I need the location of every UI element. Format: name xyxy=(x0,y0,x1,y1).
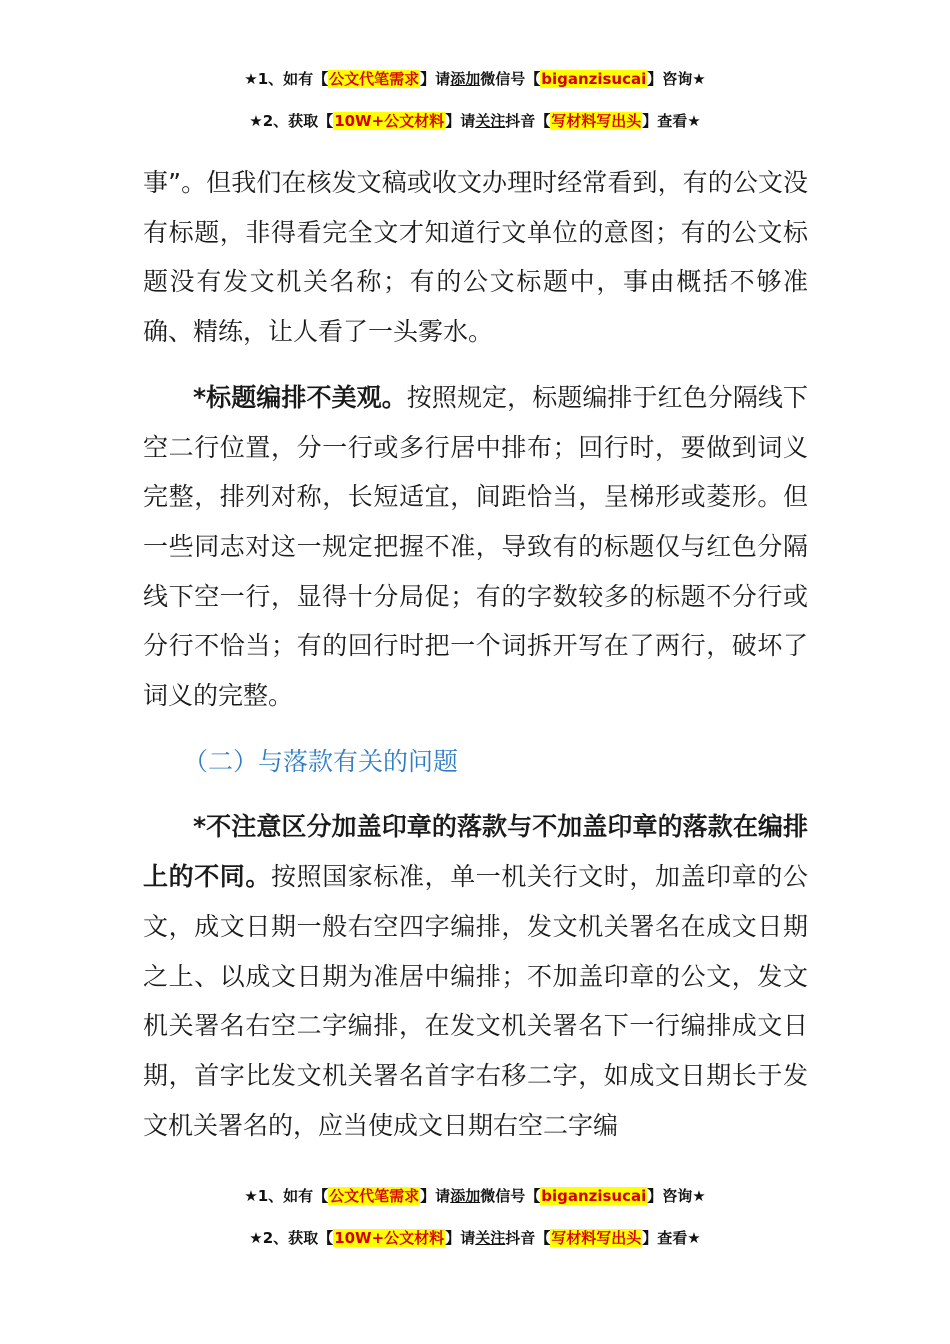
promo-douyin-id: 写材料写出头 xyxy=(551,112,642,130)
promo-wechat-id: biganzisucai xyxy=(541,1187,647,1205)
footer-promo-line-1 xyxy=(0,1185,950,1206)
promo-text: 微信号【 xyxy=(480,1187,541,1205)
paragraph-lead-bold: *不注意区分加盖印章的落款与不加盖印章的落款在编排上的不同。 xyxy=(143,812,808,892)
paragraph-text: 按照规定，标题编排于红色分隔线下空二行位置，分一行或多行居中排布；回行时，要做到词义完整，排列对称，长短适宜，间距恰当，呈梯形或菱形。但一些同志对这一规定把握不准，导致有的标题仅与红色分隔线下空一行，显得十分局促；有的字数较多的标题不分行或分行不恰当；有的回行时把一个词拆开写在了两行，破坏了词义的完整。 xyxy=(143,382,808,711)
promo-highlight: 10W+公文材料 xyxy=(334,112,445,130)
document-body xyxy=(143,158,808,1150)
promo-text: 微信号【 xyxy=(480,70,541,88)
promo-wechat-id: biganzisucai xyxy=(541,70,647,88)
promo-text: 】咨询★ xyxy=(647,1187,706,1205)
promo-text: 】查看★ xyxy=(642,1229,701,1247)
paragraph-text: 按照国家标准，单一机关行文时，加盖印章的公文，成文日期一般右空四字编排，发文机关署名在成文日期之上、以成文日期为准居中编排；不加盖印章的公文，发文机关署名右空二字编排，在发文机关署名下一行编排成文日期，首字比发文机关署名首字右移二字，如成文日期长于发文机关署名的，应当使成文日期右空二字编 xyxy=(143,862,808,1140)
promo-douyin-id: 写材料写出头 xyxy=(551,1229,642,1247)
promo-text: 抖音【 xyxy=(505,1229,551,1247)
promo-underline: 添加 xyxy=(450,1187,481,1205)
paragraph-signature-issues xyxy=(143,802,808,1150)
paragraph-title-issues: 事”。但我们在核发文稿或收文办理时经常看到，有的公文没有标题，非得看完全文才知道行文单位的意图；有的公文标题没有发文机关名称；有的公文标题中，事由概括不够准确、精练，让人看了一头雾水。 xyxy=(143,168,808,347)
promo-text: ★2、获取【 xyxy=(249,112,334,130)
promo-text: ★1、如有【 xyxy=(244,1187,329,1205)
paragraph-lead-bold: *标题编排不美观。 xyxy=(193,382,407,412)
promo-text: 】请 xyxy=(420,70,451,88)
promo-text: 】咨询★ xyxy=(647,70,706,88)
promo-text: 】请 xyxy=(445,1229,476,1247)
footer-promo-line-2 xyxy=(0,1227,950,1248)
header-promo-line-1 xyxy=(0,68,950,89)
promo-text: 抖音【 xyxy=(505,112,551,130)
paragraph-title-layout xyxy=(143,373,808,721)
promo-text: ★1、如有【 xyxy=(244,70,329,88)
promo-highlight: 10W+公文材料 xyxy=(334,1229,445,1247)
section-heading: （二）与落款有关的问题 xyxy=(183,746,459,776)
promo-highlight: 公文代笔需求 xyxy=(329,1187,420,1205)
promo-text: 】请 xyxy=(445,112,476,130)
promo-text: ★2、获取【 xyxy=(249,1229,334,1247)
promo-text: 】请 xyxy=(420,1187,451,1205)
promo-underline: 关注 xyxy=(475,1229,506,1247)
promo-highlight: 公文代笔需求 xyxy=(329,70,420,88)
header-promo-line-2 xyxy=(0,110,950,131)
promo-underline: 关注 xyxy=(475,112,506,130)
promo-underline: 添加 xyxy=(450,70,481,88)
promo-text: 】查看★ xyxy=(642,112,701,130)
